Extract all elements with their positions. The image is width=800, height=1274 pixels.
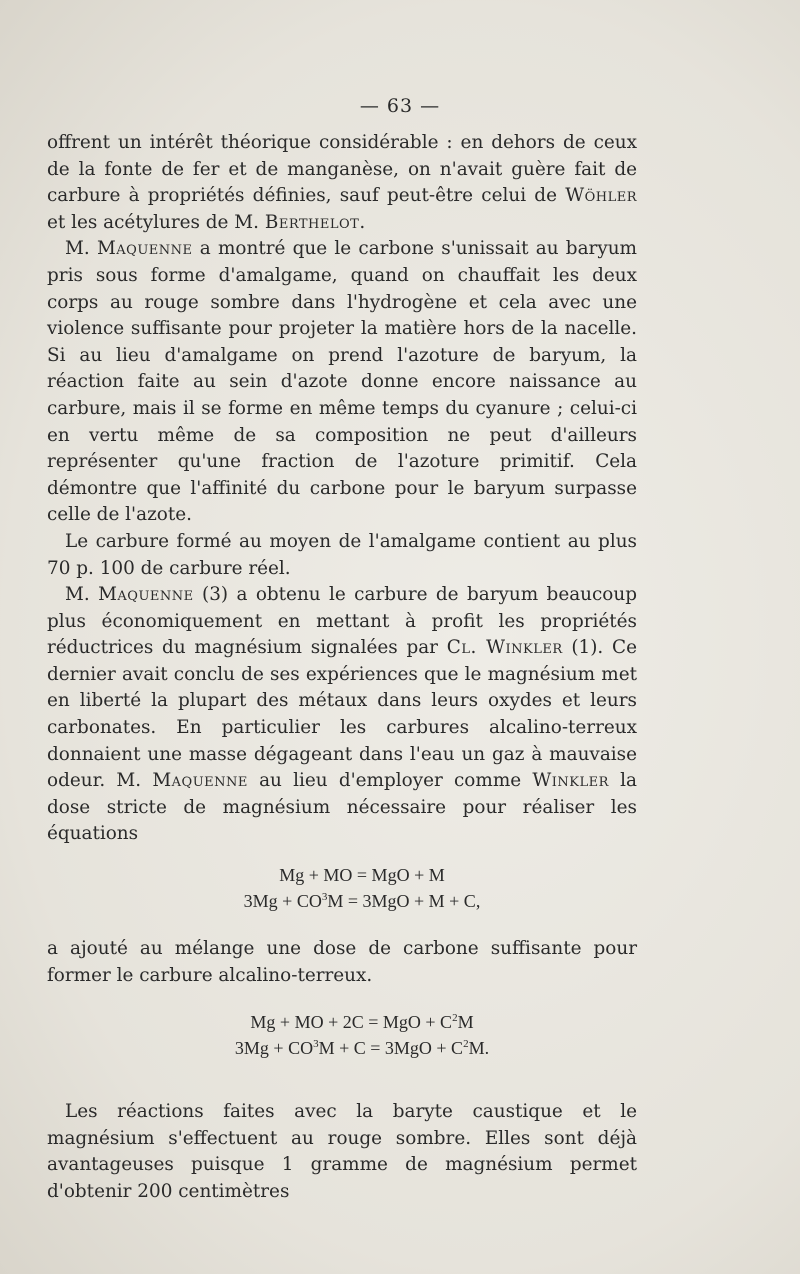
text-run: a ajouté au mélange une dose de carbone suffisante pour former le carbure alcalino-terreux. bbox=[47, 938, 637, 986]
equation-block-1 bbox=[47, 862, 637, 914]
text-run: offrent un intérêt théorique considérable : en dehors de ceux de la fonte de fer et de manganèse, on n'avait guère fait de carbure à propriétés définies, sauf peut-être celui de bbox=[47, 132, 637, 207]
paragraph-6 bbox=[47, 1099, 637, 1205]
text-run: 3Mg + CO bbox=[234, 1038, 314, 1059]
equation bbox=[87, 888, 637, 914]
text-run: a montré que le carbone s'unissait au baryum pris sous forme d'amalgame, quand on chauffait les deux corps au rouge sombre dans l'hydrogène et cela avec une violence suffisante pour projeter la matière hors de la nacelle. Si au lieu d'amalgame on prend l'azoture de baryum, la réaction faite au sein d'azote donne encore naissance au carbure, mais il se forme en même temps du cyanure ; celui-ci en vertu même de sa composition ne peut d'ailleurs représenter qu'une fraction de l'azoture primitif. Cela démontre que l'affinité du carbone pour le baryum surpasse celle de l'azote. bbox=[47, 238, 637, 526]
text-run: M. bbox=[65, 238, 97, 260]
text-run: M + C = 3MgO + C bbox=[318, 1038, 464, 1059]
author-name: Cl. Winkler bbox=[446, 637, 563, 659]
author-name: Maquenne bbox=[98, 584, 194, 606]
equation-block-2 bbox=[47, 1009, 637, 1061]
paragraph-2 bbox=[47, 236, 637, 529]
superscript: 2 bbox=[463, 1038, 469, 1051]
page-number: — 63 — bbox=[359, 95, 441, 117]
paragraph-3 bbox=[47, 529, 637, 582]
paragraph-4 bbox=[47, 582, 637, 848]
text-run: M. bbox=[468, 1038, 490, 1059]
text-run: Le carbure formé au moyen de l'amalgame contient au plus 70 p. 100 de carbure réel. bbox=[47, 530, 637, 579]
text-run: (1). Ce dernier avait conclu de ses expériences que le magnésium met en liberté la plupart des métaux dans leurs oxydes et leurs carbonates. En particulier les carbures alcalino-terreux donnaient une masse dégageant dans l'eau un gaz à mauvaise odeur. M. bbox=[47, 637, 637, 792]
body-text bbox=[47, 130, 637, 1206]
paragraph-5 bbox=[47, 936, 637, 989]
equation: Mg + MO = MgO + M bbox=[279, 865, 445, 886]
equation bbox=[87, 1035, 637, 1061]
superscript: 2 bbox=[452, 1012, 458, 1025]
superscript: 3 bbox=[313, 1038, 319, 1051]
text-run: . bbox=[359, 211, 366, 233]
text-run: au lieu d'employer comme bbox=[247, 770, 533, 792]
text-run: M bbox=[457, 1012, 474, 1033]
text-run: M. bbox=[65, 584, 99, 606]
author-name: Wöhler bbox=[565, 185, 637, 207]
author-name: Berthelot bbox=[264, 211, 360, 233]
text-run: Mg + MO + 2C = MgO + C bbox=[250, 1012, 453, 1033]
author-name: Maquenne bbox=[152, 770, 248, 792]
text-run: et les acétylures de M. bbox=[47, 211, 265, 233]
equation bbox=[87, 1009, 637, 1035]
author-name: Maquenne bbox=[96, 238, 193, 260]
text-run: la dose stricte de magnésium nécessaire pour réaliser les équations bbox=[47, 770, 637, 845]
superscript: 3 bbox=[321, 891, 328, 904]
author-name: Winkler bbox=[532, 770, 609, 792]
paragraph-1 bbox=[47, 130, 637, 236]
text-run: Les réactions faites avec la baryte caustique et le magnésium s'effectuent au rouge sombre. Elles sont déjà avantageuses puisque 1 gramme de magnésium permet d'obtenir 200 centimètres bbox=[47, 1101, 637, 1202]
text-run: (3) a obtenu le carbure de baryum beaucoup plus économiquement en mettant à profit les propriétés réductrices du magnésium signalées par bbox=[47, 584, 637, 659]
text-run: 3Mg + CO bbox=[243, 891, 322, 912]
text-run: M = 3MgO + M + C, bbox=[327, 891, 481, 912]
